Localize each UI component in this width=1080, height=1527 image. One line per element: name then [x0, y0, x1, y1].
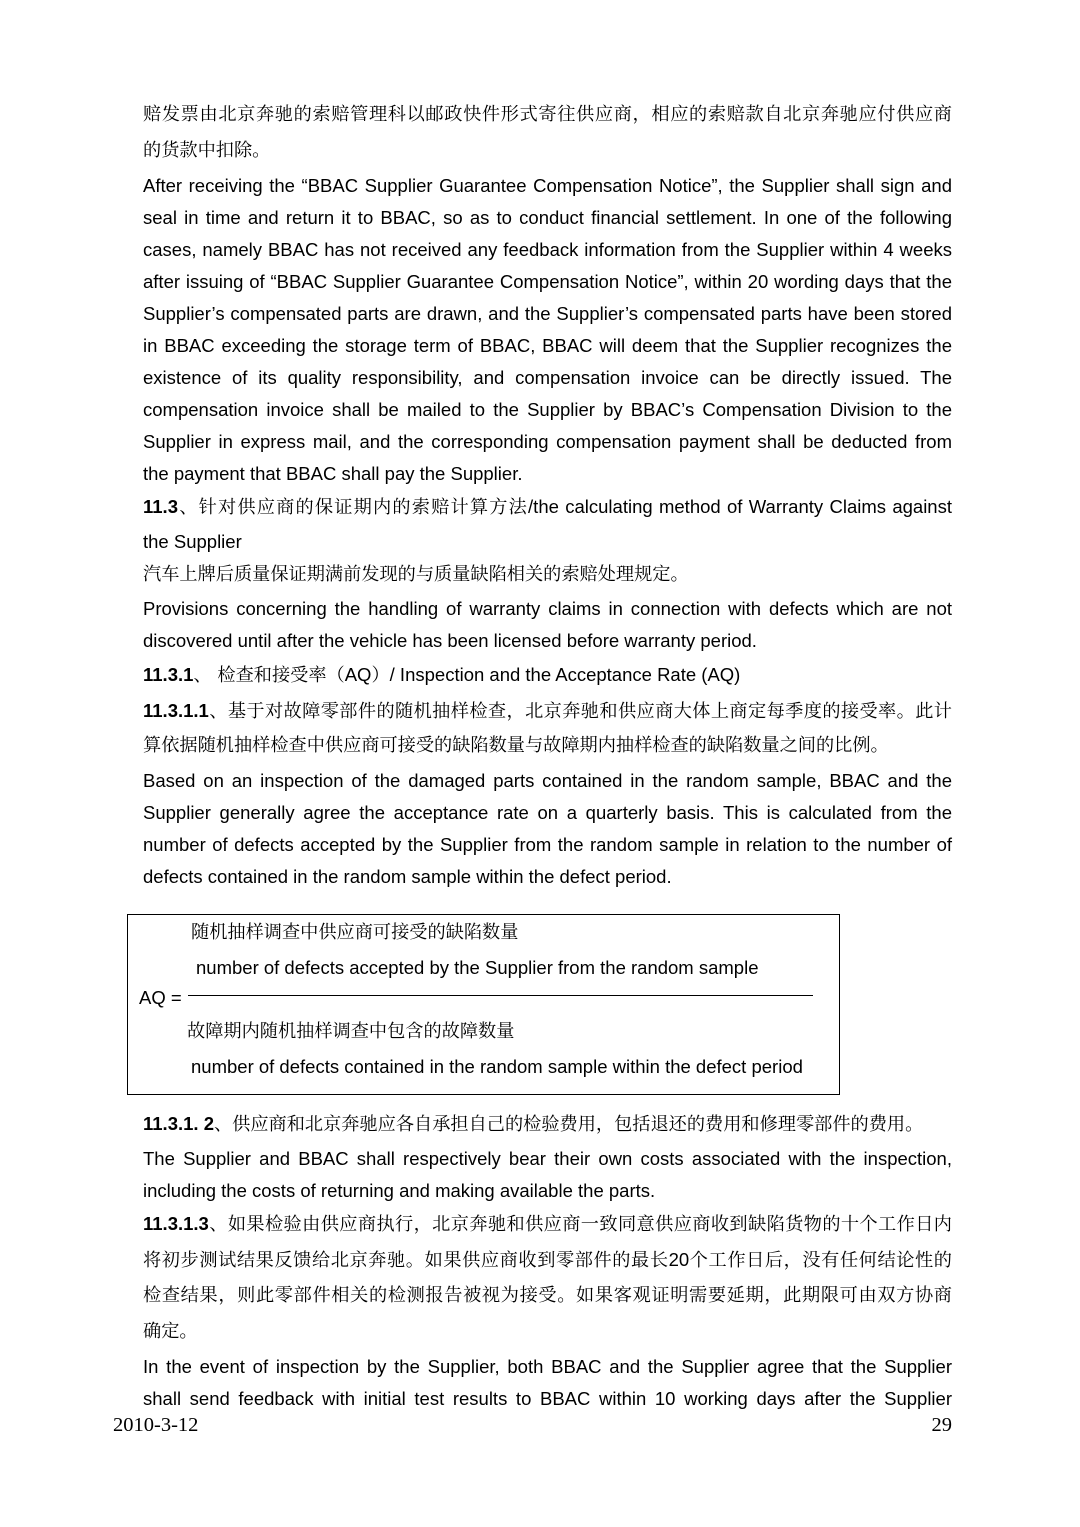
- formula-denominator-cn: 故障期内随机抽样调查中包含的故障数量: [187, 1021, 515, 1042]
- footer-date: 2010-3-12: [113, 1414, 199, 1436]
- section-title-cn: 、针对供应商的保证期内的索赔计算方法: [178, 497, 529, 518]
- clause-text-cn: 、基于对故障零部件的随机抽样检查，北京奔驰和供应商大体上商定每季度的接受率。此计: [208, 701, 952, 722]
- clause-11-3-1-3-cn-line: 检查结果，则此零部件相关的检测报告被视为接受。如果客观证明需要延期，此期限可由双方协商: [143, 1285, 952, 1306]
- section-heading-11-3: [143, 495, 952, 519]
- section-scope-en-line: Provisions concerning the handling of warranty claims in connection with defects which are not: [143, 598, 952, 619]
- continuation-en-line: in BBAC exceeding the storage term of BBAC, BBAC will deem that the Supplier recognizes the: [143, 335, 952, 356]
- continuation-en-line: existence of its quality responsibility, and compensation invoice can be directly issued. The: [143, 367, 952, 388]
- clause-11-3-1-3-en-line: In the event of inspection by the Supplier, both BBAC and the Supplier agree that the Supplier: [143, 1356, 952, 1377]
- continuation-cn-line: 赔发票由北京奔驰的索赔管理科以邮政快件形式寄往供应商，相应的索赔款自北京奔驰应付供应商: [143, 104, 952, 125]
- section-scope-en-line: discovered until after the vehicle has been licensed before warranty period.: [143, 630, 757, 651]
- clause-text-cn: 、如果检验由供应商执行，北京奔驰和供应商一致同意供应商收到缺陷货物的十个工作日内: [208, 1214, 952, 1235]
- clause-11-3-1-3-cn-line: 确定。: [143, 1321, 198, 1342]
- fraction-bar: [188, 995, 813, 996]
- section-number: 11.3: [143, 496, 178, 517]
- section-title-en: /the calculating method of Warranty Claims against: [528, 496, 952, 517]
- clause-11-3-1-1-en-line: Based on an inspection of the damaged parts contained in the random sample, BBAC and the: [143, 770, 952, 791]
- formula-numerator-cn: 随机抽样调查中供应商可接受的缺陷数量: [191, 922, 519, 943]
- clause-number-value: 20: [668, 1249, 690, 1270]
- formula-box: [127, 914, 840, 1095]
- clause-11-3-1-1-en-line: defects contained in the random sample within the defect period.: [143, 866, 672, 887]
- clause-text-cn: 、供应商和北京奔驰应各自承担自己的检验费用，包括退还的费用和修理零部件的费用。: [213, 1114, 924, 1135]
- clause-number: 11.3.1.1: [143, 700, 209, 721]
- clause-11-3-1-2-en-line: including the costs of returning and making available the parts.: [143, 1180, 656, 1201]
- formula-denominator-en: number of defects contained in the random sample within the defect period: [191, 1056, 803, 1077]
- clause-11-3-1-3-cn-line: [143, 1248, 952, 1272]
- continuation-en-line: After receiving the “BBAC Supplier Guarantee Compensation Notice”, the Supplier shall sign and: [143, 175, 952, 196]
- continuation-en-line: cases, namely BBAC has not received any feedback information from the Supplier within 4 weeks: [143, 239, 952, 260]
- clause-11-3-1-3-cn-line: [143, 1212, 952, 1236]
- clause-11-3-1-1-en-line: number of defects accepted by the Supplier from the random sample in relation to the number of: [143, 834, 952, 855]
- clause-11-3-1-3-en-line: shall send feedback with initial test results to BBAC within 10 working days after the Supplier: [143, 1388, 952, 1409]
- clause-11-3-1-2-cn-line: [143, 1112, 952, 1136]
- continuation-en-line: compensation invoice shall be mailed to the Supplier by BBAC’s Compensation Division to the: [143, 399, 952, 420]
- formula-numerator-en: number of defects accepted by the Supplier from the random sample: [196, 957, 759, 978]
- clause-text-cn: 将初步测试结果反馈给北京奔驰。如果供应商收到零部件的最长: [143, 1250, 669, 1271]
- section-title-cn: ）: [371, 665, 390, 686]
- clause-number: 11.3.1.3: [143, 1213, 209, 1234]
- clause-text-cn: 个工作日后，没有任何结论性的: [689, 1250, 952, 1271]
- clause-11-3-1-1-cn-line: 算依据随机抽样检查中供应商可接受的缺陷数量与故障期内抽样检查的缺陷数量之间的比例。: [143, 735, 889, 756]
- clause-11-3-1-2-en-line: The Supplier and BBAC shall respectively bear their own costs associated with the inspection,: [143, 1148, 952, 1169]
- continuation-en-line: Supplier in express mail, and the corresponding compensation payment shall be deducted from: [143, 431, 952, 452]
- section-scope-cn: 汽车上牌后质量保证期满前发现的与质量缺陷相关的索赔处理规定。: [143, 564, 689, 585]
- continuation-en-line: the payment that BBAC shall pay the Supplier.: [143, 463, 523, 484]
- clause-11-3-1-1-en-line: Supplier generally agree the acceptance rate on a quarterly basis. This is calculated from the: [143, 802, 952, 823]
- section-title-en: / Inspection and the Acceptance Rate (AQ): [389, 664, 741, 685]
- section-number: 11.3.1: [143, 664, 194, 685]
- clause-number: 11.3.1. 2: [143, 1113, 214, 1134]
- clause-11-3-1-1-cn-line: [143, 699, 952, 723]
- continuation-cn-line: 的货款中扣除。: [143, 140, 271, 161]
- section-title-cn: 、 检查和接受率（: [193, 665, 345, 686]
- formula-lhs: AQ =: [139, 987, 182, 1008]
- section-title-en-continued: the Supplier: [143, 531, 242, 552]
- page-number: 29: [931, 1414, 952, 1436]
- section-heading-11-3-1: [143, 663, 952, 687]
- continuation-en-line: seal in time and return it to BBAC, so as to conduct financial settlement. In one of the following: [143, 207, 952, 228]
- continuation-en-line: Supplier’s compensated parts are drawn, and the Supplier’s compensated parts have been stored: [143, 303, 952, 324]
- continuation-en-line: after issuing of “BBAC Supplier Guarantee Compensation Notice”, within 20 wording days that the: [143, 271, 952, 292]
- section-title-abbr: AQ: [344, 664, 372, 685]
